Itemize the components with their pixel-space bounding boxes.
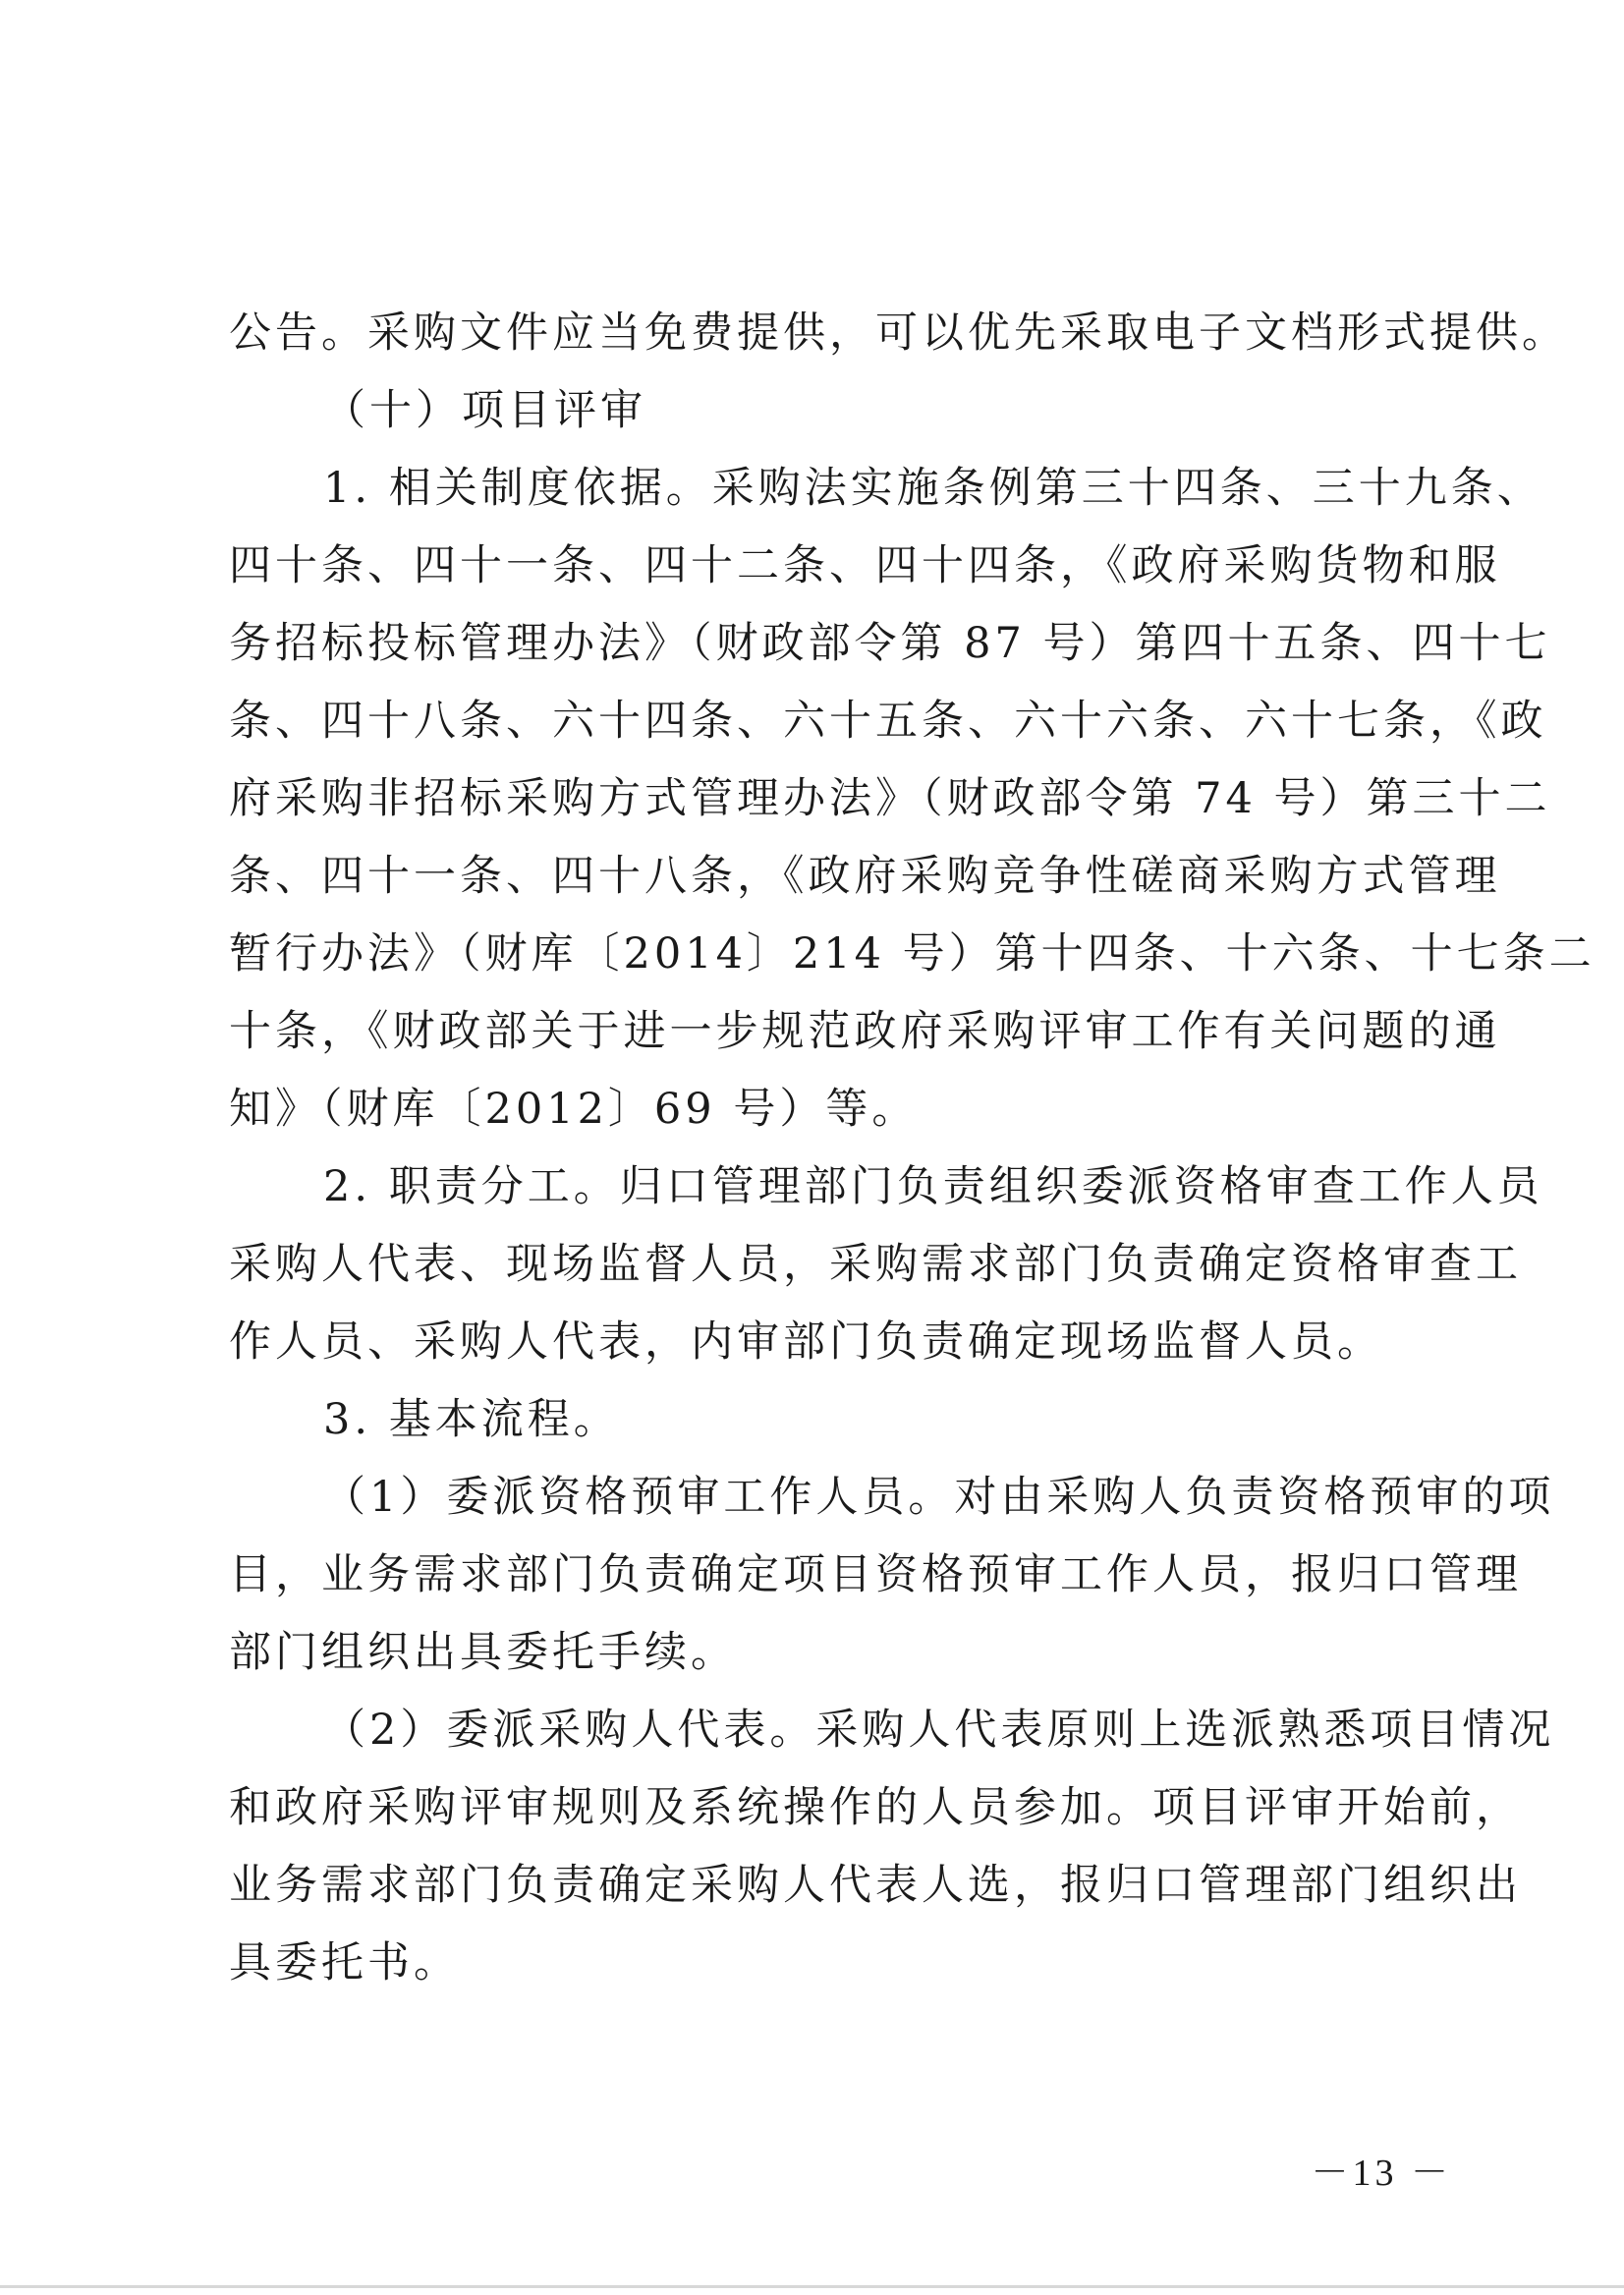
paragraph-line: 和政府采购评审规则及系统操作的人员参加。项目评审开始前， bbox=[229, 1783, 1522, 1832]
paragraph-line: （2）委派采购人代表。采购人代表原则上选派熟悉项目情况 bbox=[323, 1706, 1555, 1755]
paragraph-line: 作人员、采购人代表，内审部门负责确定现场监督人员。 bbox=[229, 1317, 1383, 1367]
section-heading: （十）项目评审 bbox=[323, 386, 646, 435]
scan-edge-divider bbox=[0, 2285, 1624, 2288]
paragraph-line: 2. 职责分工。归口管理部门负责组织委派资格审查工作人员 bbox=[323, 1162, 1543, 1211]
paragraph-line: 条、四十八条、六十四条、六十五条、六十六条、六十七条，《政 bbox=[229, 697, 1547, 746]
paragraph-line: 部门组织出具委托手续。 bbox=[229, 1628, 737, 1677]
paragraph-line: 目，业务需求部门负责确定项目资格预审工作人员，报归口管理 bbox=[229, 1550, 1522, 1599]
paragraph-line: 3. 基本流程。 bbox=[323, 1395, 620, 1444]
paragraph-line: 十条，《财政部关于进一步规范政府采购评审工作有关问题的通 bbox=[229, 1007, 1501, 1056]
paragraph-line: 业务需求部门负责确定采购人代表人选，报归口管理部门组织出 bbox=[229, 1861, 1522, 1910]
paragraph-line: 知》（财库〔2012〕69 号）等。 bbox=[229, 1085, 919, 1134]
page-number: －13 － bbox=[1311, 2153, 1452, 2194]
paragraph-line: 四十条、四十一条、四十二条、四十四条，《政府采购货物和服 bbox=[229, 541, 1501, 590]
paragraph-line: 条、四十一条、四十八条，《政府采购竞争性磋商采购方式管理 bbox=[229, 852, 1501, 901]
paragraph-line: 公告。采购文件应当免费提供，可以优先采取电子文档形式提供。 bbox=[229, 308, 1568, 358]
paragraph-line: 1. 相关制度依据。采购法实施条例第三十四条、三十九条、 bbox=[323, 464, 1543, 513]
paragraph-line: 采购人代表、现场监督人员，采购需求部门负责确定资格审查工 bbox=[229, 1240, 1522, 1289]
paragraph-line: 府采购非招标采购方式管理办法》（财政部令第 74 号）第三十二 bbox=[229, 774, 1551, 823]
paragraph-line: 暂行办法》（财库〔2014〕214 号）第十四条、十六条、十七条二 bbox=[229, 929, 1596, 979]
paragraph-line: （1）委派资格预审工作人员。对由采购人负责资格预审的项 bbox=[323, 1473, 1555, 1522]
paragraph-line: 具委托书。 bbox=[229, 1938, 460, 1987]
paragraph-line: 务招标投标管理办法》（财政部令第 87 号）第四十五条、四十七 bbox=[229, 619, 1551, 668]
document-body bbox=[229, 295, 1596, 2002]
